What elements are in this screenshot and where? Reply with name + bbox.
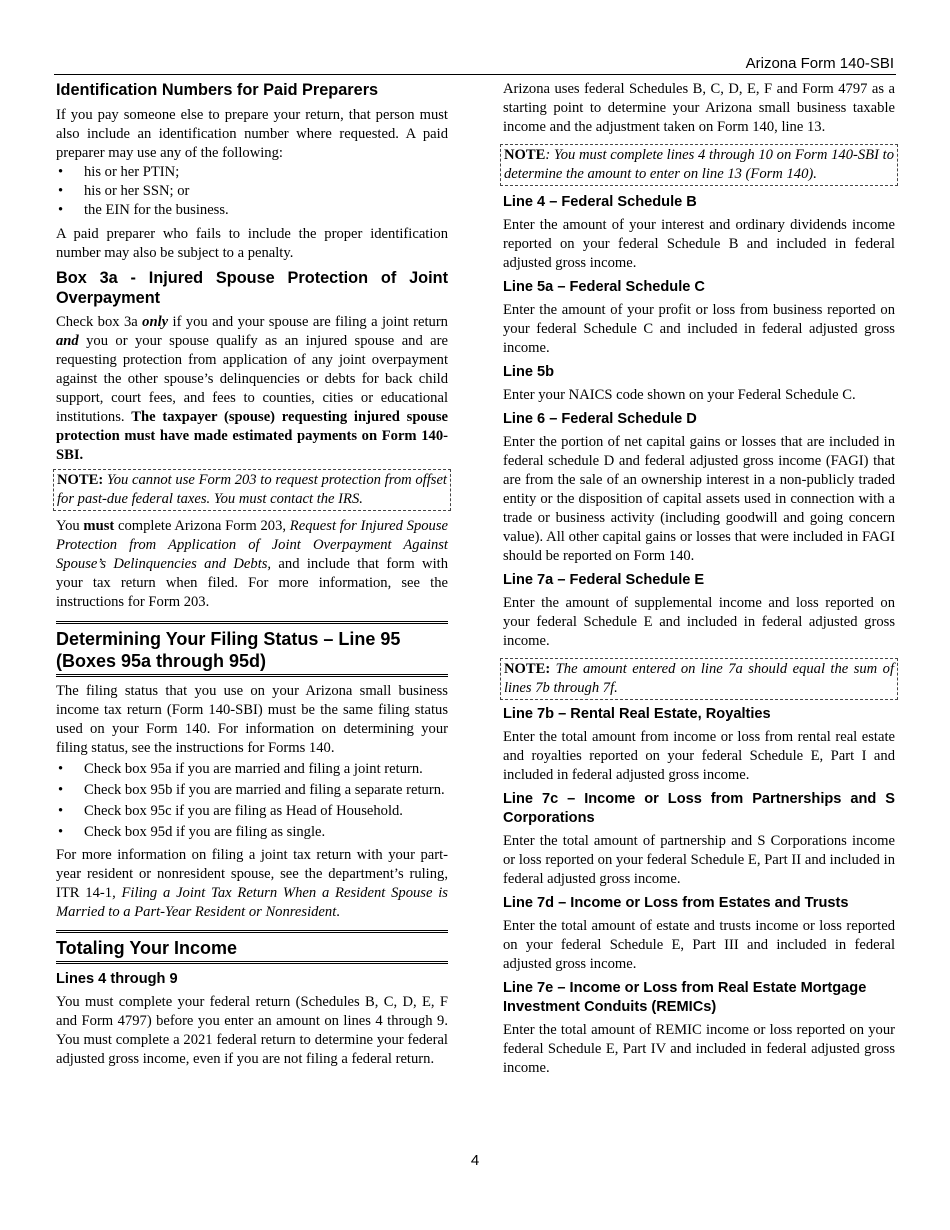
line-5a-title: Line 5a – Federal Schedule C: [503, 279, 705, 295]
section-title-totaling-income: Totaling Your Income: [56, 938, 238, 958]
list-item: • Check box 95b if you are married and filing a separate return.: [56, 781, 448, 800]
list-item: • the EIN for the business.: [56, 201, 448, 220]
page-number: 4: [470, 1152, 480, 1169]
note-box-form-203: [53, 469, 451, 511]
line-7e-text: Enter the total amount of REMIC income or loss reported on your federal Schedule E, Part IV and included in federal adjusted gross income.: [503, 1022, 895, 1076]
filing-status-list: [56, 760, 448, 842]
note-label: NOTE:: [57, 472, 104, 488]
note-text: : You must complete lines 4 through 10 on Form 140-SBI to determine the amount to enter on line 13 (Form 140).: [504, 147, 894, 182]
line-7a-text: Enter the amount of supplemental income and loss reported on your federal Schedule E and included in federal adjusted gross income.: [503, 595, 895, 649]
paid-preparers-paragraph: If you pay someone else to prepare your return, that person must also include an identification number where requested. A paid preparer may use any of the following:: [56, 107, 448, 161]
line-5a-text: Enter the amount of your profit or loss from business reported on your federal Schedule C and included in federal adjusted gross income.: [503, 302, 895, 356]
line-7d-text: Enter the total amount of estate and trusts income or loss reported on your federal Schedule E, Part III and included in federal adjusted gross income.: [503, 918, 895, 972]
text-run: .: [336, 904, 340, 920]
line-7b-text: Enter the total amount from income or loss from rental real estate and royalties reported on your federal Schedule E, Part I and included in federal adjusted gross income.: [503, 729, 895, 783]
note-box-line-7a: [500, 658, 898, 700]
line-6-text: Enter the portion of net capital gains or losses that are included in federal schedule D and federal adjusted gross income (FAGI) that are from the sale of an ownership interest in a non-publicly traded entity or the disposition of capital assets used in connection with a trade or business activity (including goodwill and going concern value). All other capital gains or losses that were included in FAGI should be reported on Form 140.: [503, 434, 895, 564]
text-run: and include that form with your tax return when filed. For more information, see the instructions for Form 203.: [56, 556, 449, 610]
text-run: Check box 3a: [56, 314, 143, 330]
list-item: • his or her PTIN;: [56, 163, 448, 182]
text-run: if you and your spouse are filing a joint return: [168, 314, 448, 330]
right-column: [503, 80, 895, 1078]
note-label: NOTE: [504, 147, 546, 163]
note-label: NOTE:: [504, 661, 551, 677]
section-bar-filing-status: [56, 621, 448, 677]
line-6-title: Line 6 – Federal Schedule D: [503, 411, 697, 427]
subsection-title-lines-4-9: Lines 4 through 9: [56, 971, 178, 987]
note-text: The amount entered on line 7a should equal the sum of lines 7b through 7f.: [504, 661, 894, 696]
text-run: you or your spouse qualify as an injured spouse and are requesting protection from application of any joint overpayment against the other spouse’s delinquencies or debts for back child support, court fees, and fees to counties, cities or educational institutions.: [56, 333, 448, 425]
injured-spouse-paragraph: [56, 313, 448, 465]
line-5b-title: Line 5b: [503, 364, 555, 380]
text-run: For more information on filing a joint tax return with your part-year resident or nonresident spouse, see the department’s ruling: [56, 847, 448, 882]
line-7a-title: Line 7a – Federal Schedule E: [503, 572, 705, 588]
ruling-title: , Filing a Joint Tax Return When a Resident Spouse is Married to a Part-Year Resident or Nonresident: [56, 885, 448, 920]
list-item: • Check box 95d if you are filing as single.: [56, 823, 448, 842]
text-run: You: [56, 518, 84, 534]
section-title-injured-spouse: Box 3a - Injured Spouse Protection of Joint Overpayment: [56, 269, 448, 307]
list-item: • Check box 95a if you are married and filing a joint return.: [56, 760, 448, 779]
section-title-filing-status: Determining Your Filing Status – Line 95 (Boxes 95a through 95d): [56, 629, 401, 671]
note-box-lines-4-10: [500, 144, 898, 186]
lines-4-9-paragraph: You must complete your federal return (Schedules B, C, D, E, F and Form 4797) before you enter an amount on lines 4 through 9. You must complete a 2021 federal return to determine your federal adjusted gross income, even if you are not filing a federal return.: [56, 994, 448, 1067]
paid-preparer-id-list: [56, 163, 448, 220]
penalty-paragraph: A paid preparer who fails to include the proper identification number may also be subject to a penalty.: [56, 226, 448, 261]
bold-requirement: The taxpayer (spouse) requesting injured spouse protection must have made estimated payments on Form 140-SBI.: [56, 409, 449, 463]
section-bar-totaling-income: [56, 930, 448, 964]
form-203-paragraph: [56, 517, 448, 612]
line-7b-title: Line 7b – Rental Real Estate, Royalties: [503, 706, 771, 722]
intro-paragraph: Arizona uses federal Schedules B, C, D, E, F and Form 4797 as a starting point to determine your Arizona small business taxable income and the adjustment taken on Form 140, line 13.: [503, 81, 895, 135]
form-203-title: Request for Injured Spouse Protection from Application of Joint Overpayment Against Spouse’s Delinquencies and Debts,: [56, 518, 449, 572]
list-item: • his or her SSN; or: [56, 182, 448, 201]
line-5b-text: Enter your NAICS code shown on your Federal Schedule C.: [503, 387, 856, 403]
left-column: [56, 80, 448, 1069]
emphasis-and: and: [56, 333, 79, 349]
filing-status-paragraph: The filing status that you use on your Arizona small business income tax return (Form 140-SBI) must be the same filing status used on your Form 140. For information on determining your filing status, see the instructions for Forms 140.: [56, 683, 448, 756]
note-text: You cannot use Form 203 to request protection from offset for past-due federal taxes. You must contact the IRS.: [57, 472, 447, 507]
line-4-text: Enter the amount of your interest and ordinary dividends income reported on your federal Schedule B and included in federal adjusted gross income.: [503, 217, 895, 271]
section-title-paid-preparers: Identification Numbers for Paid Preparers: [56, 81, 379, 99]
list-item: • Check box 95c if you are filing as Head of Household.: [56, 802, 448, 821]
line-4-title: Line 4 – Federal Schedule B: [503, 194, 697, 210]
header-rule: [54, 74, 896, 75]
line-7d-title: Line 7d – Income or Loss from Estates and Trusts: [503, 895, 849, 911]
form-header: Arizona Form 140-SBI: [745, 55, 894, 72]
joint-return-paragraph: [56, 846, 448, 922]
line-7e-title: Line 7e – Income or Loss from Real Estate Mortgage Investment Conduits (REMICs): [503, 980, 867, 1015]
line-7c-text: Enter the total amount of partnership and S Corporations income or loss reported on your federal Schedule E, Part II and included in federal adjusted gross income.: [503, 833, 895, 887]
ruling-number: , ITR 14-1: [56, 866, 448, 901]
emphasis-only: only: [142, 314, 169, 330]
emphasis-must: must: [83, 518, 115, 534]
line-7c-title: Line 7c – Income or Loss from Partnerships and S Corporations: [503, 791, 895, 826]
text-run: complete Arizona Form 203,: [114, 518, 290, 534]
